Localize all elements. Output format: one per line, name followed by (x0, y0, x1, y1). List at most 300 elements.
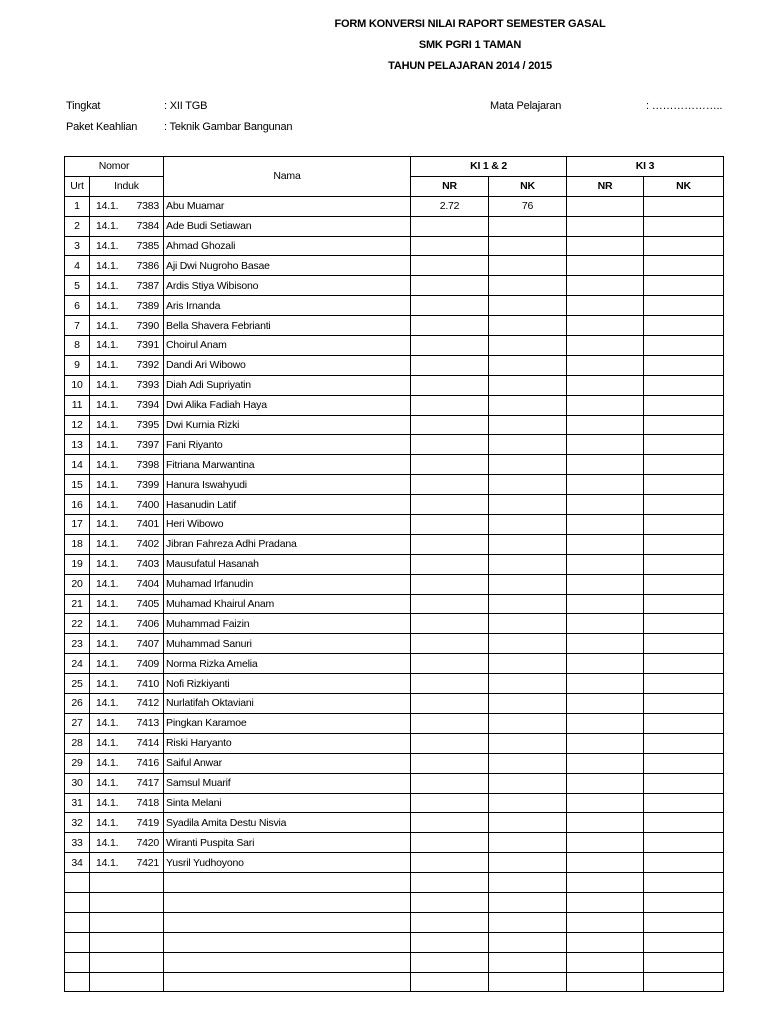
cell-nr-ki3[interactable] (567, 873, 644, 893)
cell-nr-ki12[interactable] (411, 475, 489, 495)
cell-urt: 27 (65, 713, 90, 733)
cell-nr-ki3[interactable] (567, 634, 644, 654)
cell-nr-ki3[interactable] (567, 495, 644, 515)
cell-nr-ki12[interactable]: 2.72 (411, 196, 489, 216)
cell-nk-ki3[interactable] (644, 713, 724, 733)
cell-urt: 26 (65, 694, 90, 714)
cell-nk-ki3[interactable] (644, 475, 724, 495)
cell-nr-ki12[interactable] (411, 952, 489, 972)
induk-number: 7407 (136, 637, 160, 650)
cell-nk-ki12[interactable] (489, 972, 567, 992)
grade-conversion-table (64, 156, 724, 992)
induk-prefix: 14.1. (96, 240, 119, 252)
cell-induk (90, 196, 164, 216)
cell-nk-ki3[interactable] (644, 892, 724, 912)
cell-urt (65, 873, 90, 893)
cell-urt: 33 (65, 833, 90, 853)
cell-nk-ki12[interactable] (489, 415, 567, 435)
cell-nr-ki3[interactable] (567, 395, 644, 415)
cell-nr-ki12[interactable] (411, 694, 489, 714)
induk-number: 7391 (136, 339, 160, 352)
cell-induk (90, 912, 164, 932)
cell-nama: Aris Irnanda (164, 296, 411, 316)
cell-nk-ki3[interactable] (644, 515, 724, 535)
table-row (65, 415, 724, 435)
cell-nr-ki3[interactable] (567, 733, 644, 753)
cell-nama: Jibran Fahreza Adhi Pradana (164, 534, 411, 554)
cell-nr-ki12[interactable] (411, 753, 489, 773)
cell-urt: 29 (65, 753, 90, 773)
induk-prefix: 14.1. (96, 538, 119, 551)
table-row (65, 753, 724, 773)
cell-nama: Diah Adi Supriyatin (164, 375, 411, 395)
cell-nr-ki3[interactable] (567, 912, 644, 932)
cell-urt: 10 (65, 375, 90, 395)
cell-nr-ki12[interactable] (411, 574, 489, 594)
table-row (65, 475, 724, 495)
table-row (65, 594, 724, 614)
cell-urt: 19 (65, 554, 90, 574)
table-row (65, 853, 724, 873)
cell-nk-ki3[interactable] (644, 375, 724, 395)
cell-nr-ki12[interactable] (411, 375, 489, 395)
cell-nr-ki12[interactable] (411, 912, 489, 932)
cell-nk-ki12[interactable] (489, 256, 567, 276)
cell-induk (90, 952, 164, 972)
table-row (65, 336, 724, 356)
cell-nk-ki3[interactable] (644, 853, 724, 873)
cell-urt: 24 (65, 654, 90, 674)
cell-nr-ki12[interactable] (411, 654, 489, 674)
induk-prefix: 14.1. (96, 717, 119, 730)
cell-nr-ki12[interactable] (411, 733, 489, 753)
induk-prefix: 14.1. (96, 399, 119, 412)
table-body (65, 196, 724, 992)
cell-induk (90, 574, 164, 594)
cell-induk (90, 236, 164, 256)
cell-urt: 13 (65, 435, 90, 455)
induk-number: 7413 (136, 717, 160, 730)
cell-nk-ki12[interactable] (489, 435, 567, 455)
cell-nk-ki12[interactable] (489, 733, 567, 753)
tingkat-label: Tingkat (66, 100, 101, 112)
cell-induk (90, 853, 164, 873)
cell-nk-ki12[interactable] (489, 634, 567, 654)
cell-nk-ki3[interactable] (644, 614, 724, 634)
cell-nk-ki3[interactable] (644, 395, 724, 415)
cell-nr-ki12[interactable] (411, 236, 489, 256)
cell-nk-ki3[interactable] (644, 753, 724, 773)
cell-nr-ki3[interactable] (567, 594, 644, 614)
cell-nr-ki3[interactable] (567, 534, 644, 554)
cell-nk-ki12[interactable] (489, 773, 567, 793)
cell-nr-ki12[interactable] (411, 833, 489, 853)
induk-prefix: 14.1. (96, 259, 119, 272)
cell-nr-ki12[interactable] (411, 415, 489, 435)
table-row (65, 694, 724, 714)
cell-nr-ki12[interactable] (411, 972, 489, 992)
cell-nr-ki3[interactable] (567, 415, 644, 435)
cell-urt: 20 (65, 574, 90, 594)
cell-nr-ki12[interactable] (411, 216, 489, 236)
cell-nk-ki3[interactable] (644, 534, 724, 554)
cell-nr-ki3[interactable] (567, 196, 644, 216)
induk-prefix: 14.1. (96, 319, 119, 332)
cell-nk-ki12[interactable] (489, 236, 567, 256)
cell-nr-ki12[interactable] (411, 594, 489, 614)
cell-nama: Sinta Melani (164, 793, 411, 813)
cell-nr-ki12[interactable] (411, 455, 489, 475)
cell-nr-ki3[interactable] (567, 833, 644, 853)
header-ki-3: KI 3 (567, 157, 724, 177)
cell-nr-ki12[interactable] (411, 435, 489, 455)
cell-nk-ki12[interactable] (489, 574, 567, 594)
cell-nr-ki3[interactable] (567, 435, 644, 455)
cell-nk-ki3[interactable] (644, 216, 724, 236)
cell-nk-ki3[interactable] (644, 574, 724, 594)
induk-number: 7405 (136, 598, 160, 611)
cell-nk-ki3[interactable] (644, 733, 724, 753)
cell-nama: Yusril Yudhoyono (164, 853, 411, 873)
empty-table-row (65, 873, 724, 893)
cell-induk (90, 713, 164, 733)
paket-keahlian-value: : Teknik Gambar Bangunan (164, 121, 293, 133)
cell-nk-ki3[interactable] (644, 674, 724, 694)
cell-nk-ki3[interactable] (644, 912, 724, 932)
cell-nama: Nurlatifah Oktaviani (164, 694, 411, 714)
title-form-name: FORM KONVERSI NILAI RAPORT SEMESTER GASAL (334, 18, 606, 30)
cell-nk-ki12[interactable] (489, 892, 567, 912)
cell-urt (65, 912, 90, 932)
cell-urt: 4 (65, 256, 90, 276)
cell-nk-ki12[interactable] (489, 674, 567, 694)
cell-nk-ki3[interactable] (644, 336, 724, 356)
induk-prefix: 14.1. (96, 279, 119, 292)
induk-prefix: 14.1. (96, 598, 119, 611)
table-row (65, 276, 724, 296)
induk-number: 7385 (136, 240, 160, 252)
header-nk-ki12: NK (489, 176, 567, 196)
cell-nk-ki12[interactable] (489, 614, 567, 634)
cell-nr-ki3[interactable] (567, 515, 644, 535)
cell-nk-ki12[interactable] (489, 395, 567, 415)
cell-nr-ki12[interactable] (411, 554, 489, 574)
cell-nk-ki3[interactable] (644, 455, 724, 475)
cell-nr-ki3[interactable] (567, 853, 644, 873)
cell-urt: 18 (65, 534, 90, 554)
cell-nk-ki3[interactable] (644, 773, 724, 793)
cell-nama: Muhammad Faizin (164, 614, 411, 634)
table-row (65, 455, 724, 475)
cell-nama: Mausufatul Hasanah (164, 554, 411, 574)
table-row (65, 654, 724, 674)
empty-table-row (65, 952, 724, 972)
cell-nk-ki12[interactable] (489, 455, 567, 475)
table-row (65, 773, 724, 793)
cell-induk (90, 375, 164, 395)
cell-nr-ki3[interactable] (567, 554, 644, 574)
cell-nr-ki3[interactable] (567, 256, 644, 276)
cell-nama: Dwi Kurnia Rizki (164, 415, 411, 435)
cell-nama: Saiful Anwar (164, 753, 411, 773)
cell-urt: 11 (65, 395, 90, 415)
cell-induk (90, 892, 164, 912)
cell-nk-ki12[interactable] (489, 912, 567, 932)
induk-number: 7400 (136, 498, 160, 511)
cell-urt (65, 892, 90, 912)
induk-prefix: 14.1. (96, 816, 119, 829)
induk-prefix: 14.1. (96, 637, 119, 650)
cell-nama: Choirul Anam (164, 336, 411, 356)
cell-nk-ki12[interactable] (489, 515, 567, 535)
table-row (65, 296, 724, 316)
table-row (65, 713, 724, 733)
cell-nr-ki12[interactable] (411, 336, 489, 356)
cell-nr-ki3[interactable] (567, 753, 644, 773)
cell-nr-ki3[interactable] (567, 654, 644, 674)
cell-nr-ki3[interactable] (567, 316, 644, 336)
cell-urt: 32 (65, 813, 90, 833)
cell-induk (90, 813, 164, 833)
table-row (65, 554, 724, 574)
cell-nr-ki3[interactable] (567, 932, 644, 952)
cell-nr-ki12[interactable] (411, 634, 489, 654)
cell-nk-ki12[interactable] (489, 495, 567, 515)
cell-nk-ki12[interactable] (489, 296, 567, 316)
induk-number: 7384 (136, 220, 160, 233)
cell-nr-ki12[interactable] (411, 892, 489, 912)
cell-nk-ki12[interactable]: 76 (489, 196, 567, 216)
induk-number: 7402 (136, 538, 160, 551)
cell-nk-ki12[interactable] (489, 932, 567, 952)
induk-prefix: 14.1. (96, 478, 119, 491)
induk-prefix: 14.1. (96, 657, 119, 670)
cell-nr-ki12[interactable] (411, 853, 489, 873)
cell-nk-ki3[interactable] (644, 554, 724, 574)
cell-nama (164, 952, 411, 972)
cell-induk (90, 316, 164, 336)
cell-nk-ki3[interactable] (644, 793, 724, 813)
cell-urt: 1 (65, 196, 90, 216)
cell-nk-ki3[interactable] (644, 276, 724, 296)
cell-nk-ki12[interactable] (489, 793, 567, 813)
cell-nama: Aji Dwi Nugroho Basae (164, 256, 411, 276)
cell-nk-ki12[interactable] (489, 873, 567, 893)
cell-urt: 23 (65, 634, 90, 654)
cell-nr-ki12[interactable] (411, 256, 489, 276)
induk-number: 7395 (136, 419, 160, 432)
cell-nk-ki12[interactable] (489, 276, 567, 296)
cell-nk-ki12[interactable] (489, 654, 567, 674)
cell-induk (90, 256, 164, 276)
cell-nr-ki3[interactable] (567, 296, 644, 316)
cell-nr-ki3[interactable] (567, 355, 644, 375)
cell-nr-ki3[interactable] (567, 694, 644, 714)
cell-nk-ki3[interactable] (644, 256, 724, 276)
cell-nr-ki3[interactable] (567, 375, 644, 395)
cell-nk-ki12[interactable] (489, 216, 567, 236)
cell-nk-ki12[interactable] (489, 336, 567, 356)
header-nk-ki3: NK (644, 176, 724, 196)
cell-nr-ki3[interactable] (567, 455, 644, 475)
cell-nk-ki3[interactable] (644, 415, 724, 435)
cell-nr-ki12[interactable] (411, 495, 489, 515)
cell-nr-ki3[interactable] (567, 236, 644, 256)
induk-number: 7412 (136, 697, 160, 710)
cell-nk-ki3[interactable] (644, 495, 724, 515)
induk-prefix: 14.1. (96, 856, 119, 869)
cell-nk-ki12[interactable] (489, 813, 567, 833)
cell-nk-ki12[interactable] (489, 753, 567, 773)
cell-nk-ki12[interactable] (489, 833, 567, 853)
cell-nk-ki3[interactable] (644, 594, 724, 614)
cell-nr-ki12[interactable] (411, 515, 489, 535)
cell-nr-ki12[interactable] (411, 713, 489, 733)
cell-nk-ki3[interactable] (644, 196, 724, 216)
cell-nk-ki3[interactable] (644, 435, 724, 455)
title-academic-year: TAHUN PELAJARAN 2014 / 2015 (388, 60, 552, 72)
cell-nama (164, 932, 411, 952)
induk-prefix: 14.1. (96, 558, 119, 571)
cell-induk (90, 435, 164, 455)
cell-nr-ki3[interactable] (567, 773, 644, 793)
cell-nama: Syadila Amita Destu Nisvia (164, 813, 411, 833)
empty-table-row (65, 892, 724, 912)
empty-table-row (65, 912, 724, 932)
cell-urt: 3 (65, 236, 90, 256)
cell-nama: Muhammad Sanuri (164, 634, 411, 654)
induk-prefix: 14.1. (96, 419, 119, 432)
cell-urt: 30 (65, 773, 90, 793)
cell-nr-ki12[interactable] (411, 873, 489, 893)
induk-number: 7397 (136, 438, 160, 451)
cell-nr-ki12[interactable] (411, 773, 489, 793)
table-row (65, 674, 724, 694)
header-induk: Induk (90, 176, 164, 196)
cell-urt (65, 932, 90, 952)
table-row (65, 236, 724, 256)
table-row (65, 375, 724, 395)
table-row (65, 395, 724, 415)
cell-nk-ki3[interactable] (644, 694, 724, 714)
cell-nr-ki12[interactable] (411, 674, 489, 694)
title-school-name: SMK PGRI 1 TAMAN (418, 39, 522, 51)
cell-nr-ki3[interactable] (567, 674, 644, 694)
cell-nk-ki12[interactable] (489, 554, 567, 574)
cell-nk-ki3[interactable] (644, 634, 724, 654)
cell-nr-ki3[interactable] (567, 336, 644, 356)
induk-prefix: 14.1. (96, 777, 119, 790)
cell-nk-ki12[interactable] (489, 694, 567, 714)
cell-nama: Wiranti Puspita Sari (164, 833, 411, 853)
cell-nk-ki3[interactable] (644, 654, 724, 674)
cell-nr-ki12[interactable] (411, 793, 489, 813)
cell-nr-ki12[interactable] (411, 316, 489, 336)
cell-nk-ki3[interactable] (644, 236, 724, 256)
cell-induk (90, 336, 164, 356)
cell-nk-ki3[interactable] (644, 932, 724, 952)
induk-prefix: 14.1. (96, 677, 119, 690)
induk-number: 7399 (136, 478, 160, 491)
cell-nk-ki12[interactable] (489, 475, 567, 495)
cell-urt: 5 (65, 276, 90, 296)
cell-nr-ki12[interactable] (411, 395, 489, 415)
cell-nr-ki3[interactable] (567, 972, 644, 992)
cell-nk-ki12[interactable] (489, 853, 567, 873)
cell-nr-ki3[interactable] (567, 813, 644, 833)
induk-prefix: 14.1. (96, 578, 119, 591)
cell-nama: Dandi Ari Wibowo (164, 355, 411, 375)
cell-nk-ki12[interactable] (489, 713, 567, 733)
cell-nr-ki3[interactable] (567, 713, 644, 733)
cell-nk-ki3[interactable] (644, 316, 724, 336)
cell-nk-ki12[interactable] (489, 534, 567, 554)
induk-prefix: 14.1. (96, 220, 119, 233)
cell-nr-ki12[interactable] (411, 813, 489, 833)
cell-nr-ki12[interactable] (411, 614, 489, 634)
header-ki-1-2: KI 1 & 2 (411, 157, 567, 177)
cell-induk (90, 733, 164, 753)
cell-nr-ki12[interactable] (411, 355, 489, 375)
cell-induk (90, 833, 164, 853)
induk-number: 7390 (136, 319, 160, 332)
cell-induk (90, 793, 164, 813)
cell-nr-ki3[interactable] (567, 614, 644, 634)
cell-nr-ki3[interactable] (567, 574, 644, 594)
cell-nr-ki3[interactable] (567, 952, 644, 972)
table-row (65, 534, 724, 554)
induk-number: 7417 (136, 777, 160, 790)
cell-nr-ki3[interactable] (567, 892, 644, 912)
induk-number: 7398 (136, 458, 160, 471)
table-row (65, 216, 724, 236)
cell-nama: Pingkan Karamoe (164, 713, 411, 733)
cell-nr-ki3[interactable] (567, 475, 644, 495)
cell-nk-ki3[interactable] (644, 355, 724, 375)
cell-nk-ki3[interactable] (644, 833, 724, 853)
cell-nr-ki12[interactable] (411, 296, 489, 316)
cell-nk-ki3[interactable] (644, 813, 724, 833)
cell-nk-ki3[interactable] (644, 952, 724, 972)
cell-nr-ki12[interactable] (411, 932, 489, 952)
cell-nk-ki12[interactable] (489, 355, 567, 375)
induk-prefix: 14.1. (96, 379, 119, 392)
cell-nr-ki3[interactable] (567, 793, 644, 813)
cell-nk-ki3[interactable] (644, 873, 724, 893)
cell-urt: 14 (65, 455, 90, 475)
cell-nk-ki12[interactable] (489, 594, 567, 614)
cell-nr-ki3[interactable] (567, 216, 644, 236)
cell-nk-ki12[interactable] (489, 375, 567, 395)
cell-nk-ki3[interactable] (644, 972, 724, 992)
cell-nk-ki12[interactable] (489, 952, 567, 972)
table-row (65, 614, 724, 634)
cell-induk (90, 415, 164, 435)
cell-nk-ki3[interactable] (644, 296, 724, 316)
cell-induk (90, 355, 164, 375)
cell-nama: Heri Wibowo (164, 515, 411, 535)
cell-nr-ki3[interactable] (567, 276, 644, 296)
table-row (65, 634, 724, 654)
cell-nk-ki12[interactable] (489, 316, 567, 336)
cell-nama (164, 873, 411, 893)
cell-nr-ki12[interactable] (411, 276, 489, 296)
cell-nr-ki12[interactable] (411, 534, 489, 554)
cell-nama (164, 892, 411, 912)
induk-number: 7401 (136, 518, 160, 531)
cell-urt (65, 972, 90, 992)
cell-nama: Samsul Muarif (164, 773, 411, 793)
